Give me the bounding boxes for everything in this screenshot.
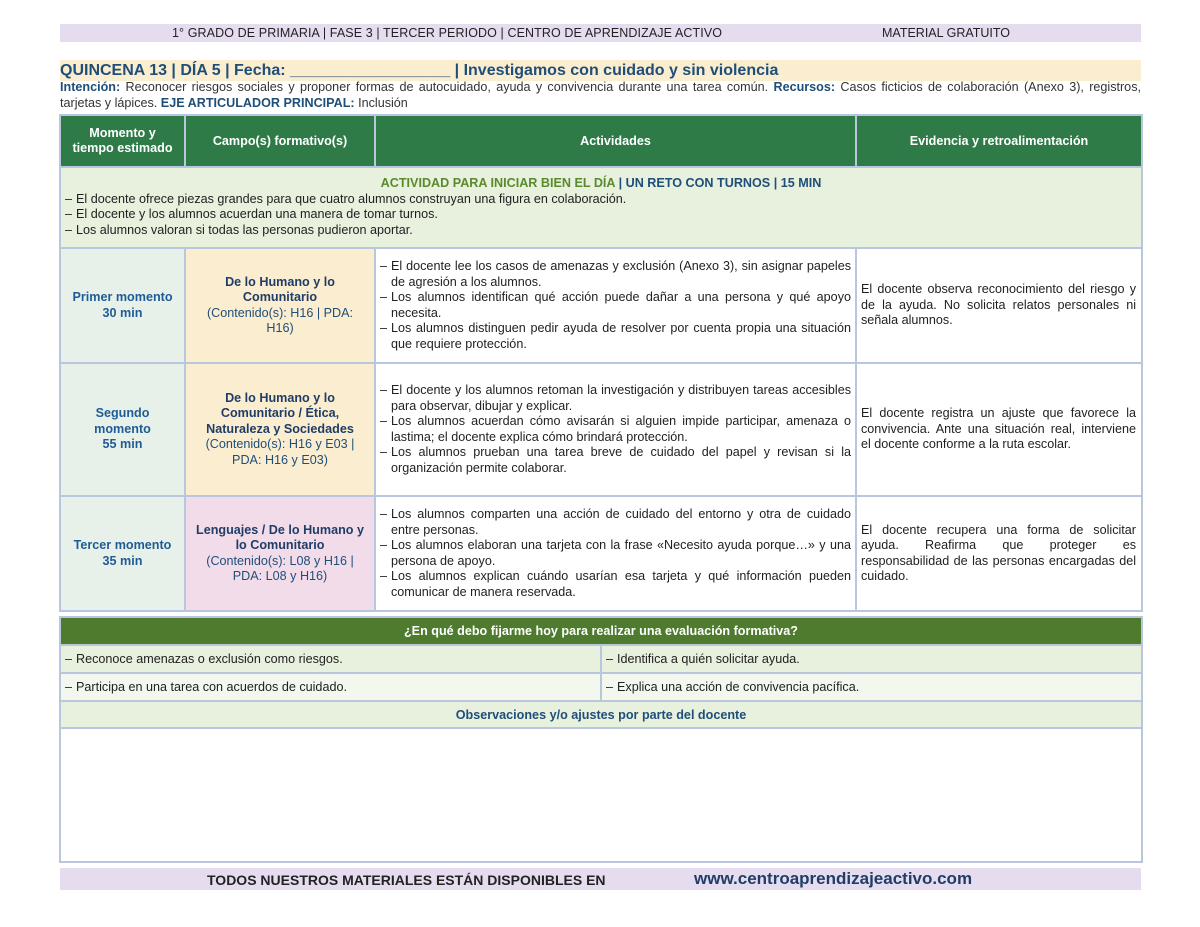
list-item: – El docente y los alumnos retoman la investigación y distribuyen tareas accesibles para observar, dibujar y explicar.	[380, 383, 851, 413]
observations-title: Observaciones y/o ajustes por parte del docente	[60, 701, 1142, 728]
list-item: – Los alumnos explican cuándo usarían esa tarjeta y qué información pueden comunicar de manera reservada.	[380, 569, 851, 599]
intro-paragraph	[60, 80, 1141, 111]
intencion-text: Reconocer riesgos sociales y proponer formas de autocuidado, ayuda y convivencia durante una tarea común.	[120, 80, 774, 94]
start-title-a: ACTIVIDAD PARA INICIAR BIEN EL DÍA	[380, 176, 616, 190]
header-banner	[60, 24, 1141, 42]
list-item: – Los alumnos comparten una acción de cuidado del entorno y otra de cuidado entre personas.	[380, 507, 851, 537]
header-campo: Campo(s) formativo(s)	[185, 115, 375, 167]
plan-table	[59, 114, 1143, 612]
evaluation-item: – Identifica a quién solicitar ayuda.	[601, 645, 1142, 673]
list-item: – Los alumnos distinguen pedir ayuda de resolver por cuenta propia una situación que requiere protección.	[380, 321, 851, 351]
campo-cell: De lo Humano y lo Comunitario / Ética, Naturaleza y Sociedades (Contenido(s): H16 y E03 | PDA: H16 y E03)	[185, 363, 375, 496]
list-item: – Los alumnos identifican qué acción puede dañar a una persona y qué apoyo necesita.	[380, 290, 851, 320]
moment-cell: Segundo momento 55 min	[60, 363, 185, 496]
evaluation-item: – Reconoce amenazas o exclusión como riesgos.	[60, 645, 601, 673]
list-item: – Los alumnos elaboran una tarjeta con la frase «Necesito ayuda porque…» y una persona de apoyo.	[380, 538, 851, 568]
evidence-cell: El docente recupera una forma de solicitar ayuda. Reafirma que proteger es responsabilidad de las personas encargadas del cuidado.	[856, 496, 1142, 611]
list-item: – Los alumnos acuerdan cómo avisarán si alguien impide participar, amenaza o lastima; el docente explica cómo brindará protección.	[380, 414, 851, 444]
footer-url[interactable]: www.centroaprendizajeactivo.com	[694, 869, 973, 888]
list-item: – El docente ofrece piezas grandes para que cuatro alumnos construyan una figura en colaboración.	[65, 191, 627, 206]
eje-label: EJE ARTICULADOR PRINCIPAL:	[160, 95, 355, 110]
table-row	[60, 363, 1142, 496]
moment-cell: Tercer momento 35 min	[60, 496, 185, 611]
footer-banner	[60, 868, 1141, 890]
campo-cell: De lo Humano y lo Comunitario (Contenido(s): H16 | PDA: H16)	[185, 248, 375, 363]
table-row	[60, 248, 1142, 363]
header-momento: Momento y tiempo estimado	[60, 115, 185, 167]
start-title-b: | UN RETO CON TURNOS | 15 MIN	[615, 176, 822, 190]
list-item: – El docente lee los casos de amenazas y exclusión (Anexo 3), sin asignar papeles de agresión a los alumnos.	[380, 259, 851, 289]
intencion-label: Intención:	[60, 80, 121, 94]
list-item: – Los alumnos prueban una tarea breve de cuidado del papel y revisan si la organización permite colaborar.	[380, 445, 851, 475]
activities-cell	[375, 363, 856, 496]
evidence-cell: El docente observa reconocimiento del riesgo y de la ayuda. No solicita relatos personales ni señala alumnos.	[856, 248, 1142, 363]
eje-text: Inclusión	[354, 95, 408, 110]
header-tag: MATERIAL GRATUITO	[882, 26, 1011, 40]
header-info: 1° GRADO DE PRIMARIA | FASE 3 | TERCER PERIODO | CENTRO DE APRENDIZAJE ACTIVO	[172, 26, 723, 40]
list-item: – El docente y los alumnos acuerdan una manera de tomar turnos.	[65, 207, 438, 221]
recursos-text: Casos ficticios de colaboración (Anexo 3), registros, tarjetas y lápices.	[60, 80, 1141, 110]
header-evidencia: Evidencia y retroalimentación	[856, 115, 1142, 167]
table-row	[60, 496, 1142, 611]
evaluation-item: – Explica una acción de convivencia pacífica.	[601, 673, 1142, 701]
start-activity	[60, 167, 1142, 248]
activities-cell	[375, 496, 856, 611]
evidence-cell: El docente registra un ajuste que favorece la convivencia. Ante una situación real, interviene el docente conforme a la ruta escolar.	[856, 363, 1142, 496]
evaluation-question: ¿En qué debo fijarme hoy para realizar una evaluación formativa?	[60, 617, 1142, 645]
activities-cell	[375, 248, 856, 363]
page-title: QUINCENA 13 | DÍA 5 | Fecha: __________________ | Investigamos con cuidado y sin violencia	[60, 60, 1141, 81]
observations-area[interactable]	[60, 728, 1142, 862]
header-actividades: Actividades	[375, 115, 856, 167]
campo-cell: Lenguajes / De lo Humano y lo Comunitario (Contenido(s): L08 y H16 | PDA: L08 y H16)	[185, 496, 375, 611]
list-item: – Los alumnos valoran si todas las personas pudieron aportar.	[65, 222, 413, 237]
evaluation-item: – Participa en una tarea con acuerdos de cuidado.	[60, 673, 601, 701]
recursos-label: Recursos:	[773, 80, 836, 94]
footer-text: TODOS NUESTROS MATERIALES ESTÁN DISPONIBLES EN	[207, 872, 606, 888]
start-activity-title	[65, 176, 1137, 192]
moment-cell: Primer momento 30 min	[60, 248, 185, 363]
evaluation-table	[59, 616, 1143, 863]
